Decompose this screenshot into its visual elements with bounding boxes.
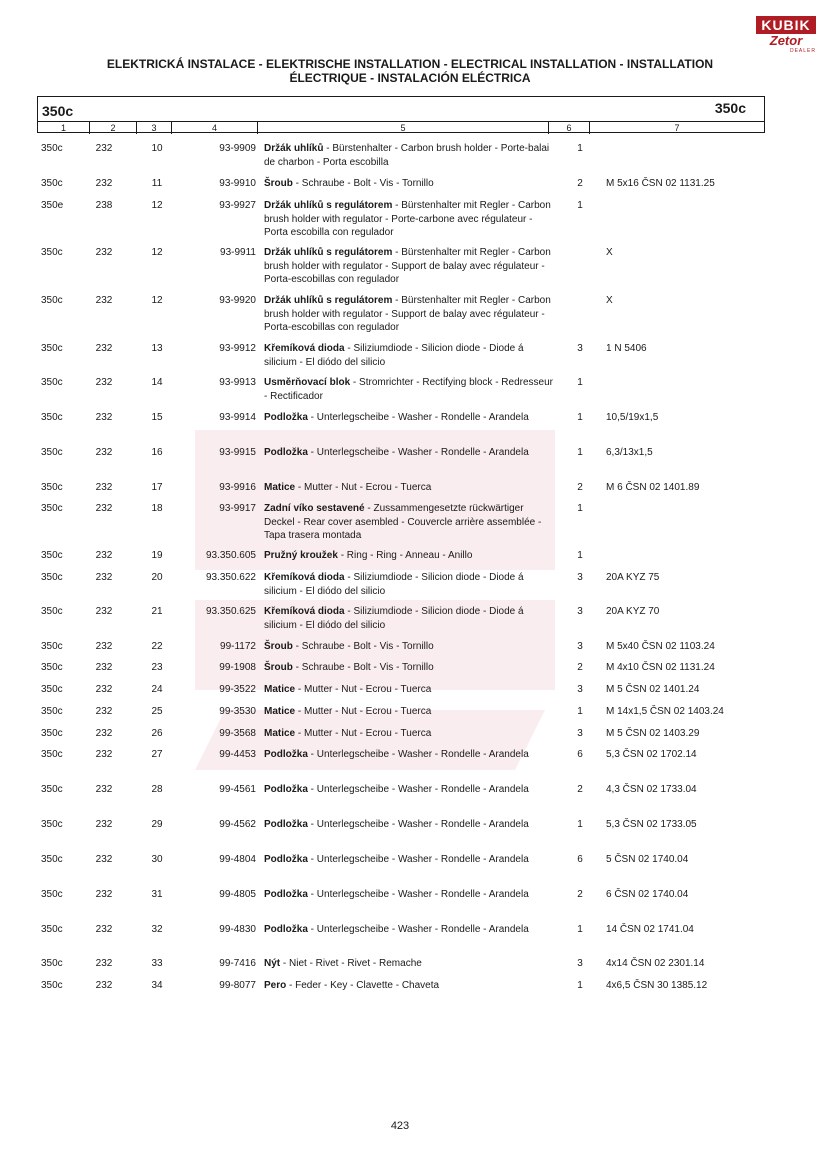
part-name-translations: - Unterlegscheibe - Washer - Rondelle - Arandela <box>307 749 529 760</box>
position-cell: 12 <box>151 295 163 306</box>
group-cell: 232 <box>95 447 113 458</box>
title-line-1: ELEKTRICKÁ INSTALACE - ELEKTRISCHE INSTALLATION - ELECTRICAL INSTALLATION - INSTALLATION <box>106 57 714 71</box>
part-number-cell: 93-9915 <box>219 447 256 458</box>
part-name-czech: Pero <box>264 980 287 991</box>
position-cell: 24 <box>151 684 163 695</box>
part-name-czech: Nýt <box>264 958 281 969</box>
part-name-czech: Zadní víko sestavené <box>264 503 365 514</box>
quantity-cell: 1 <box>577 706 583 717</box>
part-name-czech: Šroub <box>264 662 293 673</box>
part-name-translations: - Unterlegscheibe - Washer - Rondelle - Arandela <box>307 924 529 935</box>
model-cell: 350e <box>41 200 64 211</box>
position-cell: 15 <box>151 412 163 423</box>
position-cell: 25 <box>151 706 163 717</box>
part-number-cell: 93.350.605 <box>205 550 256 561</box>
note-cell: 20A KYZ 75 <box>606 572 660 583</box>
model-cell: 350c <box>41 958 63 969</box>
group-cell: 232 <box>95 572 113 583</box>
position-cell: 13 <box>151 343 163 354</box>
part-name-czech: Podložka <box>264 447 308 458</box>
group-cell: 232 <box>95 606 113 617</box>
column-number: 6 <box>549 122 590 134</box>
part-number-cell: 93.350.622 <box>205 572 256 583</box>
part-name-translations: - Siliziumdiode - Silicion diode - Diode á silicium - El diódo del silicio <box>264 572 524 597</box>
logo-zetor: Zetor <box>769 33 803 48</box>
model-cell: 350c <box>41 447 63 458</box>
quantity-cell: 1 <box>577 980 583 991</box>
group-cell: 232 <box>95 924 113 935</box>
description-cell <box>264 705 554 719</box>
group-cell: 232 <box>95 247 113 258</box>
column-number: 7 <box>674 123 680 133</box>
model-cell: 350c <box>41 749 63 760</box>
part-number-cell: 93-9911 <box>220 247 256 258</box>
position-cell: 19 <box>151 550 163 561</box>
description-cell <box>264 446 554 460</box>
part-name-translations: - Schraube - Bolt - Vis - Tornillo <box>292 178 434 189</box>
logo-kubik: KUBIK <box>756 16 816 34</box>
model-cell: 350c <box>41 482 63 493</box>
model-cell: 350c <box>41 819 63 830</box>
note-cell: 5,3 ČSN 02 1733.05 <box>606 819 697 830</box>
quantity-cell: 3 <box>577 641 583 652</box>
kubik-zetor-logo <box>756 16 816 54</box>
part-number-cell: 93-9920 <box>219 295 256 306</box>
part-name-translations: - Mutter - Nut - Ecrou - Tuerca <box>295 482 432 493</box>
model-cell: 350c <box>41 295 63 306</box>
group-cell: 232 <box>95 412 113 423</box>
group-cell: 232 <box>95 854 113 865</box>
position-cell: 34 <box>151 980 163 991</box>
description-cell <box>264 571 554 598</box>
part-number-cell: 99-3522 <box>219 684 256 695</box>
part-name-czech: Usměrňovací blok <box>264 377 351 388</box>
position-cell: 22 <box>151 641 163 652</box>
column-number-row <box>38 121 764 134</box>
part-name-czech: Držák uhlíků s regulátorem <box>264 200 393 211</box>
note-cell: M 5x16 ČSN 02 1131.25 <box>606 178 715 189</box>
part-name-czech: Držák uhlíků s regulátorem <box>264 247 393 258</box>
description-cell <box>264 979 554 993</box>
position-cell: 29 <box>151 819 163 830</box>
model-cell: 350c <box>41 550 63 561</box>
description-cell <box>264 923 554 937</box>
part-number-cell: 99-3530 <box>219 706 256 717</box>
model-label-left: 350c <box>42 103 74 119</box>
note-cell: 4x6,5 ČSN 30 1385.12 <box>606 980 708 991</box>
position-cell: 31 <box>151 889 163 900</box>
part-name-translations: - Siliziumdiode - Silicion diode - Diode á silicium - El diódo del silicio <box>264 606 524 631</box>
position-cell: 12 <box>151 200 163 211</box>
group-cell: 232 <box>95 503 113 514</box>
part-name-translations: - Siliziumdiode - Silicion diode - Diode á silicium - El diódo del silicio <box>264 343 524 368</box>
model-cell: 350c <box>41 572 63 583</box>
description-cell <box>264 177 554 191</box>
description-cell <box>264 818 554 832</box>
model-cell: 350c <box>41 706 63 717</box>
note-cell: 5 ČSN 02 1740.04 <box>606 854 689 865</box>
group-cell: 238 <box>95 200 113 211</box>
position-cell: 27 <box>151 749 163 760</box>
description-cell <box>264 481 554 495</box>
model-cell: 350c <box>41 684 63 695</box>
model-cell: 350c <box>41 178 63 189</box>
part-number-cell: 99-4562 <box>219 819 256 830</box>
part-name-translations: - Mutter - Nut - Ecrou - Tuerca <box>295 684 432 695</box>
group-cell: 232 <box>95 662 113 673</box>
position-cell: 32 <box>151 924 163 935</box>
part-name-translations: - Stromrichter - Rectifying block - Redresseur - Rectificador <box>264 377 553 402</box>
part-number-cell: 99-1172 <box>220 641 256 652</box>
position-cell: 17 <box>151 482 163 493</box>
part-name-translations: - Unterlegscheibe - Washer - Rondelle - Arandela <box>307 412 529 423</box>
quantity-cell: 6 <box>577 854 583 865</box>
note-cell: X <box>606 247 613 258</box>
quantity-cell: 1 <box>577 143 583 154</box>
quantity-cell: 2 <box>577 784 583 795</box>
note-cell: M 5x40 ČSN 02 1103.24 <box>606 641 715 652</box>
part-name-czech: Držák uhlíků s regulátorem <box>264 295 393 306</box>
model-cell: 350c <box>41 641 63 652</box>
part-number-cell: 99-1908 <box>219 662 256 673</box>
note-cell: M 14x1,5 ČSN 02 1403.24 <box>606 706 724 717</box>
quantity-cell: 1 <box>577 550 583 561</box>
position-cell: 26 <box>151 728 163 739</box>
quantity-cell: 3 <box>577 684 583 695</box>
note-cell: M 4x10 ČSN 02 1131.24 <box>606 662 715 673</box>
group-cell: 232 <box>95 980 113 991</box>
group-cell: 232 <box>95 178 113 189</box>
quantity-cell: 3 <box>577 606 583 617</box>
page-number: 423 <box>390 1120 410 1132</box>
part-number-cell: 99-4804 <box>219 854 256 865</box>
table-header <box>37 96 765 133</box>
model-cell: 350c <box>41 343 63 354</box>
description-cell <box>264 957 554 971</box>
model-cell: 350c <box>41 889 63 900</box>
part-name-czech: Matice <box>264 728 296 739</box>
position-cell: 10 <box>151 143 163 154</box>
description-cell <box>264 294 554 335</box>
description-cell <box>264 549 554 563</box>
quantity-cell: 1 <box>577 200 583 211</box>
description-cell <box>264 411 554 425</box>
quantity-cell: 3 <box>577 572 583 583</box>
part-name-czech: Podložka <box>264 924 308 935</box>
group-cell: 232 <box>95 728 113 739</box>
group-cell: 232 <box>95 550 113 561</box>
group-cell: 232 <box>95 784 113 795</box>
description-cell <box>264 376 554 403</box>
part-name-translations: - Bürstenhalter - Carbon brush holder - Porte-balai de charbon - Porta escobilla <box>264 143 550 168</box>
model-cell: 350c <box>41 662 63 673</box>
position-cell: 20 <box>151 572 163 583</box>
description-cell <box>264 502 554 543</box>
part-name-czech: Šroub <box>264 641 293 652</box>
part-name-czech: Podložka <box>264 854 308 865</box>
quantity-cell: 6 <box>577 749 583 760</box>
note-cell: 10,5/19x1,5 <box>606 412 659 423</box>
part-name-translations: - Feder - Key - Clavette - Chaveta <box>286 980 440 991</box>
note-cell: M 5 ČSN 02 1403.29 <box>606 728 700 739</box>
group-cell: 232 <box>95 295 113 306</box>
note-cell: X <box>606 295 613 306</box>
column-number: 2 <box>90 122 137 134</box>
quantity-cell: 3 <box>577 958 583 969</box>
description-cell <box>264 142 554 169</box>
quantity-cell: 1 <box>577 503 583 514</box>
part-number-cell: 99-3568 <box>219 728 256 739</box>
position-cell: 14 <box>151 377 163 388</box>
note-cell: 5,3 ČSN 02 1702.14 <box>606 749 697 760</box>
group-cell: 232 <box>95 482 113 493</box>
position-cell: 21 <box>151 606 163 617</box>
part-number-cell: 93-9917 <box>219 503 256 514</box>
quantity-cell: 1 <box>577 447 583 458</box>
model-cell: 350c <box>41 503 63 514</box>
part-number-cell: 93-9910 <box>219 178 256 189</box>
model-cell: 350c <box>41 924 63 935</box>
part-name-czech: Šroub <box>264 178 293 189</box>
quantity-cell: 1 <box>577 412 583 423</box>
part-number-cell: 99-7416 <box>219 958 256 969</box>
note-cell: 4,3 ČSN 02 1733.04 <box>606 784 697 795</box>
position-cell: 11 <box>151 178 163 189</box>
part-name-czech: Pružný kroužek <box>264 550 338 561</box>
part-name-translations: - Zussammengesetzte rückwärtiger Deckel - Rear cover asembled - Couvercle arrière assemblée - Tapa trasera montada <box>264 503 542 541</box>
position-cell: 16 <box>151 447 163 458</box>
note-cell: M 6 ČSN 02 1401.89 <box>606 482 700 493</box>
part-name-translations: - Ring - Ring - Anneau - Anillo <box>337 550 473 561</box>
note-cell: 20A KYZ 70 <box>606 606 660 617</box>
part-name-translations: - Unterlegscheibe - Washer - Rondelle - Arandela <box>307 784 529 795</box>
part-name-translations: - Niet - Rivet - Rivet - Remache <box>280 958 422 969</box>
part-name-czech: Matice <box>264 482 296 493</box>
part-name-translations: - Bürstenhalter mit Regler - Carbon brush holder with regulator - Support de balay avec régulateur - Porta-escobillas con regulador <box>264 247 551 285</box>
model-cell: 350c <box>41 247 63 258</box>
group-cell: 232 <box>95 143 113 154</box>
note-cell: 1 N 5406 <box>606 343 647 354</box>
model-label-right: 350c <box>714 100 746 116</box>
model-cell: 350c <box>41 606 63 617</box>
part-name-czech: Podložka <box>264 412 308 423</box>
part-number-cell: 93-9927 <box>219 200 256 211</box>
description-cell <box>264 605 554 632</box>
part-name-translations: - Unterlegscheibe - Washer - Rondelle - Arandela <box>307 889 529 900</box>
note-cell: 6,3/13x1,5 <box>606 447 653 458</box>
part-number-cell: 93-9913 <box>219 377 256 388</box>
part-number-cell: 93-9912 <box>219 343 256 354</box>
note-cell: 14 ČSN 02 1741.04 <box>606 924 694 935</box>
column-number: 3 <box>137 122 172 134</box>
part-name-czech: Matice <box>264 684 296 695</box>
part-number-cell: 99-8077 <box>219 980 256 991</box>
part-name-translations: - Mutter - Nut - Ecrou - Tuerca <box>295 706 432 717</box>
part-name-czech: Podložka <box>264 749 308 760</box>
part-name-translations: - Unterlegscheibe - Washer - Rondelle - Arandela <box>307 819 529 830</box>
part-number-cell: 99-4453 <box>219 749 256 760</box>
position-cell: 18 <box>151 503 163 514</box>
part-name-czech: Podložka <box>264 889 308 900</box>
group-cell: 232 <box>95 749 113 760</box>
column-number: 4 <box>172 122 258 134</box>
description-cell <box>264 661 554 675</box>
note-cell: 4x14 ČSN 02 2301.14 <box>606 958 705 969</box>
model-cell: 350c <box>41 784 63 795</box>
quantity-cell: 2 <box>577 178 583 189</box>
quantity-cell: 1 <box>577 819 583 830</box>
note-cell: 6 ČSN 02 1740.04 <box>606 889 689 900</box>
part-name-translations: - Schraube - Bolt - Vis - Tornillo <box>292 641 434 652</box>
description-cell <box>264 342 554 369</box>
part-number-cell: 93.350.625 <box>205 606 256 617</box>
model-cell: 350c <box>41 728 63 739</box>
quantity-cell: 3 <box>577 728 583 739</box>
part-name-czech: Držák uhlíků <box>264 143 324 154</box>
part-number-cell: 99-4830 <box>219 924 256 935</box>
part-number-cell: 99-4805 <box>219 889 256 900</box>
position-cell: 23 <box>151 662 163 673</box>
description-cell <box>264 783 554 797</box>
model-cell: 350c <box>41 980 63 991</box>
part-name-translations: - Unterlegscheibe - Washer - Rondelle - Arandela <box>307 854 529 865</box>
description-cell <box>264 683 554 697</box>
title-line-2: ÉLECTRIQUE - INSTALACIÓN ELÉCTRICA <box>289 71 531 85</box>
part-name-czech: Křemíková dioda <box>264 572 345 583</box>
part-name-czech: Matice <box>264 706 296 717</box>
part-name-translations: - Unterlegscheibe - Washer - Rondelle - Arandela <box>307 447 529 458</box>
group-cell: 232 <box>95 889 113 900</box>
logo-dealer: DEALER <box>789 48 816 54</box>
model-cell: 350c <box>41 143 63 154</box>
part-number-cell: 99-4561 <box>219 784 256 795</box>
group-cell: 232 <box>95 641 113 652</box>
part-number-cell: 93-9916 <box>219 482 256 493</box>
quantity-cell: 2 <box>577 482 583 493</box>
position-cell: 33 <box>151 958 163 969</box>
description-cell <box>264 748 554 762</box>
quantity-cell: 3 <box>577 343 583 354</box>
quantity-cell: 1 <box>577 377 583 388</box>
quantity-cell: 2 <box>577 662 583 673</box>
part-name-translations: - Schraube - Bolt - Vis - Tornillo <box>292 662 434 673</box>
description-cell <box>264 888 554 902</box>
page-title <box>60 57 760 85</box>
group-cell: 232 <box>95 706 113 717</box>
group-cell: 232 <box>95 343 113 354</box>
part-name-czech: Podložka <box>264 784 308 795</box>
column-number: 5 <box>258 122 549 134</box>
part-name-czech: Křemíková dioda <box>264 343 345 354</box>
model-cell: 350c <box>41 854 63 865</box>
model-cell: 350c <box>41 412 63 423</box>
group-cell: 232 <box>95 377 113 388</box>
quantity-cell: 2 <box>577 889 583 900</box>
part-name-czech: Křemíková dioda <box>264 606 345 617</box>
note-cell: M 5 ČSN 02 1401.24 <box>606 684 700 695</box>
position-cell: 28 <box>151 784 163 795</box>
part-name-translations: - Mutter - Nut - Ecrou - Tuerca <box>295 728 432 739</box>
group-cell: 232 <box>95 958 113 969</box>
part-number-cell: 93-9909 <box>219 143 256 154</box>
description-cell <box>264 199 554 240</box>
model-cell: 350c <box>41 377 63 388</box>
description-cell <box>264 640 554 654</box>
group-cell: 232 <box>95 819 113 830</box>
column-number: 1 <box>38 122 90 134</box>
position-cell: 30 <box>151 854 163 865</box>
part-name-czech: Podložka <box>264 819 308 830</box>
description-cell <box>264 246 554 287</box>
description-cell <box>264 727 554 741</box>
part-name-translations: - Bürstenhalter mit Regler - Carbon brush holder with regulator - Support de balay avec régulateur - Porta-escobillas con regulador <box>264 295 551 333</box>
position-cell: 12 <box>151 247 163 258</box>
quantity-cell: 1 <box>577 924 583 935</box>
part-number-cell: 93-9914 <box>219 412 256 423</box>
part-name-translations: - Bürstenhalter mit Regler - Carbon brush holder with regulator - Porte-carbone avec régulateur - Porta escobilla con regulador <box>264 200 551 238</box>
description-cell <box>264 853 554 867</box>
group-cell: 232 <box>95 684 113 695</box>
